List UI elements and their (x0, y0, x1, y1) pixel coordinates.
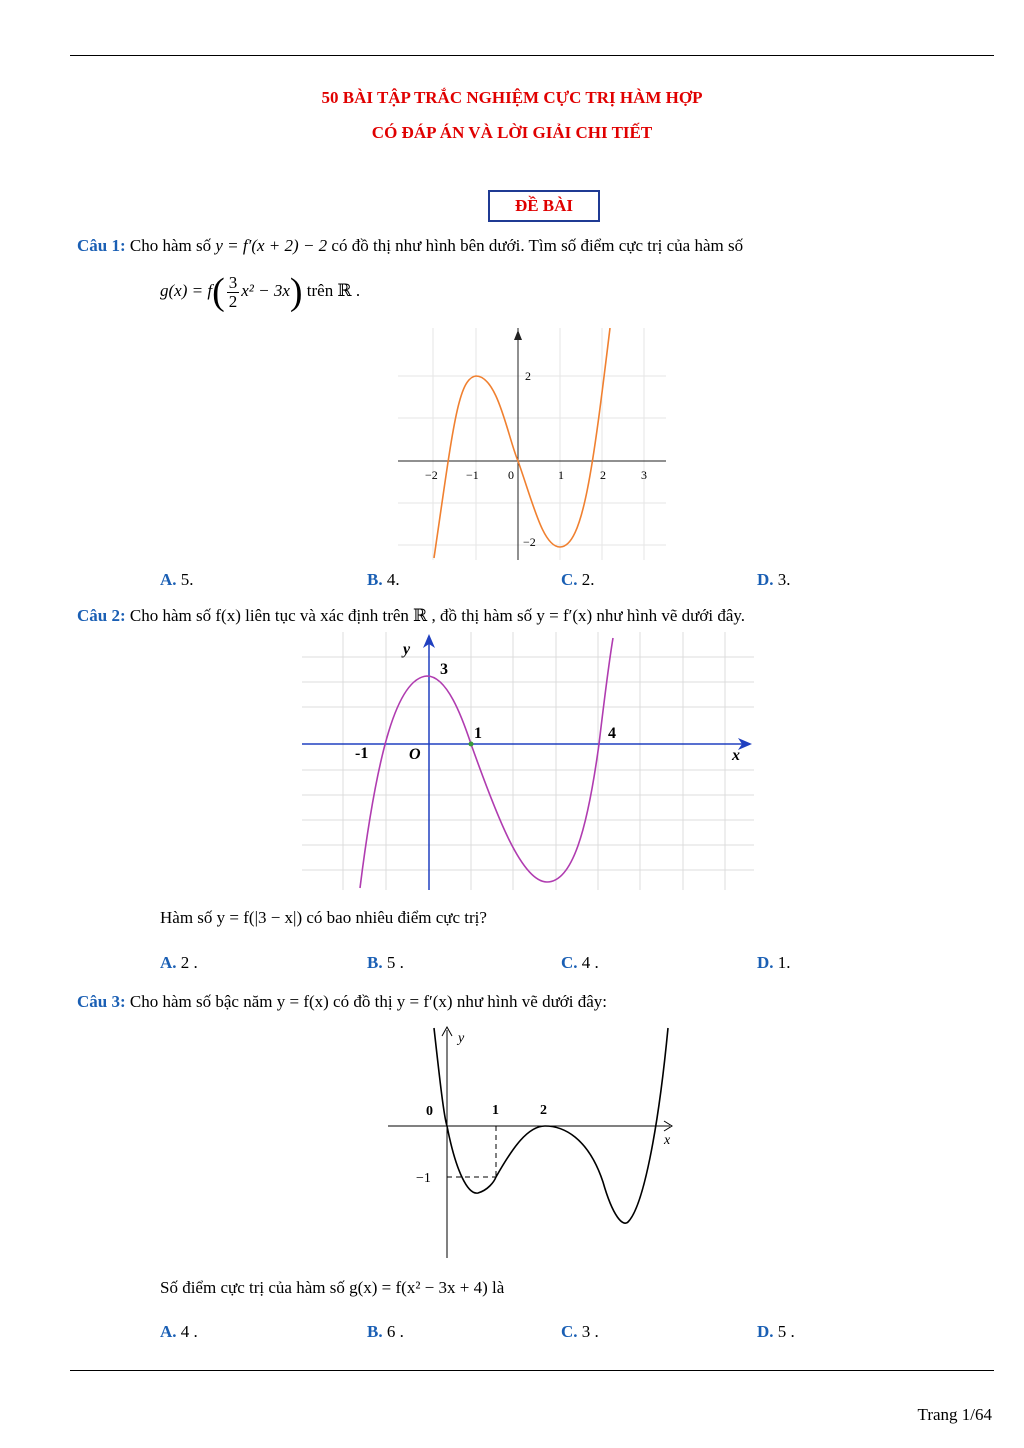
q2-option-c-letter: C. (561, 953, 578, 972)
q1-text-a: Cho hàm số (129, 236, 212, 255)
q1-option-c-value: 2. (581, 570, 595, 589)
q1-option-a-letter: A. (160, 570, 177, 589)
q3-option-c-letter: C. (561, 1322, 578, 1341)
q2-option-a[interactable] (160, 953, 198, 973)
q2-option-b-letter: B. (367, 953, 383, 972)
q2-curve (360, 638, 613, 888)
q2-question: Hàm số y = f(|3 − x|) có bao nhiêu điểm cực trị? (160, 908, 487, 927)
q1-tick-x-2: 2 (600, 468, 606, 482)
q1-option-d-value: 3. (777, 570, 791, 589)
q1-tick-x-neg1: −1 (466, 468, 479, 482)
q1-tick-x-neg2: −2 (425, 468, 438, 482)
q2-label-3: 3 (440, 661, 448, 678)
page-number: Trang 1/64 (917, 1405, 992, 1424)
q3-stem (77, 992, 607, 1012)
q2-option-b-value: 5 . (386, 953, 404, 972)
q1-graph (398, 328, 666, 560)
q3-question: Số điểm cực trị của hàm số g(x) = f(x² − 3x + 4) là (160, 1278, 505, 1297)
q1-option-b-value: 4. (386, 570, 400, 589)
q3-option-a-value: 4 . (180, 1322, 198, 1341)
q1-label: Câu 1: (77, 236, 126, 255)
q3-option-b-value: 6 . (386, 1322, 404, 1341)
q3-option-d-value: 5 . (777, 1322, 795, 1341)
q2-option-b[interactable] (367, 953, 404, 973)
q1-tick-x-0: 0 (508, 468, 514, 482)
q2-stem (77, 606, 745, 626)
q1-expr: y = f′(x + 2) − 2 (215, 236, 328, 255)
q1-option-d-letter: D. (757, 570, 774, 589)
q2-axis-x-label: x (732, 747, 740, 764)
q2-root-marker (469, 742, 474, 747)
q1-tick-x-3: 3 (641, 468, 647, 482)
q3-option-c[interactable] (561, 1322, 599, 1342)
doc-title-line1: 50 BÀI TẬP TRẮC NGHIỆM CỰC TRỊ HÀM HỢP (321, 88, 703, 107)
q2-option-a-letter: A. (160, 953, 177, 972)
q1-tick-y-neg2: −2 (523, 535, 536, 549)
q2-label: Câu 2: (77, 606, 126, 625)
q1-tick-y-2: 2 (525, 369, 531, 383)
q2-label-origin: O (409, 746, 421, 763)
bottom-rule (70, 1370, 994, 1371)
q1-option-d[interactable] (757, 570, 791, 590)
q2-text: Cho hàm số f(x) liên tục và xác định trên ℝ , đồ thị hàm số y = f′(x) như hình vẽ dưới đây. (129, 606, 746, 625)
q3-axis-y-label: y (458, 1031, 465, 1046)
q1-option-a-value: 5. (180, 570, 194, 589)
doc-title-line2: CÓ ĐÁP ÁN VÀ LỜI GIẢI CHI TIẾT (371, 123, 653, 142)
q1-option-b-letter: B. (367, 570, 383, 589)
q3-option-a-letter: A. (160, 1322, 177, 1341)
q3-label-2: 2 (540, 1103, 547, 1118)
q1-frac-den: 2 (228, 291, 238, 311)
q2-graph (302, 632, 754, 890)
q1-function-line: g(x) = f( $\frac{3}{2}$ x² − 3x) trên ℝ . (160, 271, 361, 314)
q1-frac-num: 3 (228, 272, 238, 292)
q2-label-neg1: -1 (355, 745, 369, 762)
q3-option-b-letter: B. (367, 1322, 383, 1341)
q1-option-a[interactable] (160, 570, 194, 590)
q1-option-c[interactable] (561, 570, 595, 590)
q1-g-rest: x² − 3x (241, 281, 290, 300)
q1-fraction (227, 274, 240, 311)
q3-axis-x-label: x (664, 1133, 671, 1148)
q1-option-c-letter: C. (561, 570, 578, 589)
q1-tick-x-1: 1 (558, 468, 564, 482)
q2-option-c-value: 4 . (581, 953, 599, 972)
q3-option-b[interactable] (367, 1322, 404, 1342)
top-rule (70, 55, 994, 56)
q3-label: Câu 3: (77, 992, 126, 1011)
q1-option-b[interactable] (367, 570, 400, 590)
q2-option-d-value: 1. (777, 953, 791, 972)
q2-label-4: 4 (608, 725, 616, 742)
q2-option-c[interactable] (561, 953, 599, 973)
q1-text-b: có đồ thị như hình bên dưới. Tìm số điểm cực trị của hàm số (331, 236, 744, 255)
q3-option-c-value: 3 . (581, 1322, 599, 1341)
q2-option-a-value: 2 . (180, 953, 198, 972)
q3-graph (388, 1022, 680, 1258)
q1-g-left: g(x) = f (160, 281, 213, 300)
q3-label-neg1: −1 (416, 1171, 431, 1186)
q2-axis-y-label: y (403, 641, 411, 658)
q1-curve (434, 328, 610, 558)
q3-option-a[interactable] (160, 1322, 198, 1342)
q3-label-0: 0 (426, 1104, 433, 1119)
q3-text: Cho hàm số bậc năm y = f(x) có đồ thị y = f′(x) như hình vẽ dưới đây: (129, 992, 608, 1011)
q3-label-1: 1 (492, 1103, 499, 1118)
q2-option-d[interactable] (757, 953, 791, 973)
q3-option-d[interactable] (757, 1322, 795, 1342)
q3-option-d-letter: D. (757, 1322, 774, 1341)
q1-text-c: trên ℝ . (306, 281, 361, 300)
q2-label-1: 1 (474, 725, 482, 742)
section-label: ĐỀ BÀI (488, 190, 600, 222)
q2-option-d-letter: D. (757, 953, 774, 972)
q1-stem (77, 236, 743, 256)
